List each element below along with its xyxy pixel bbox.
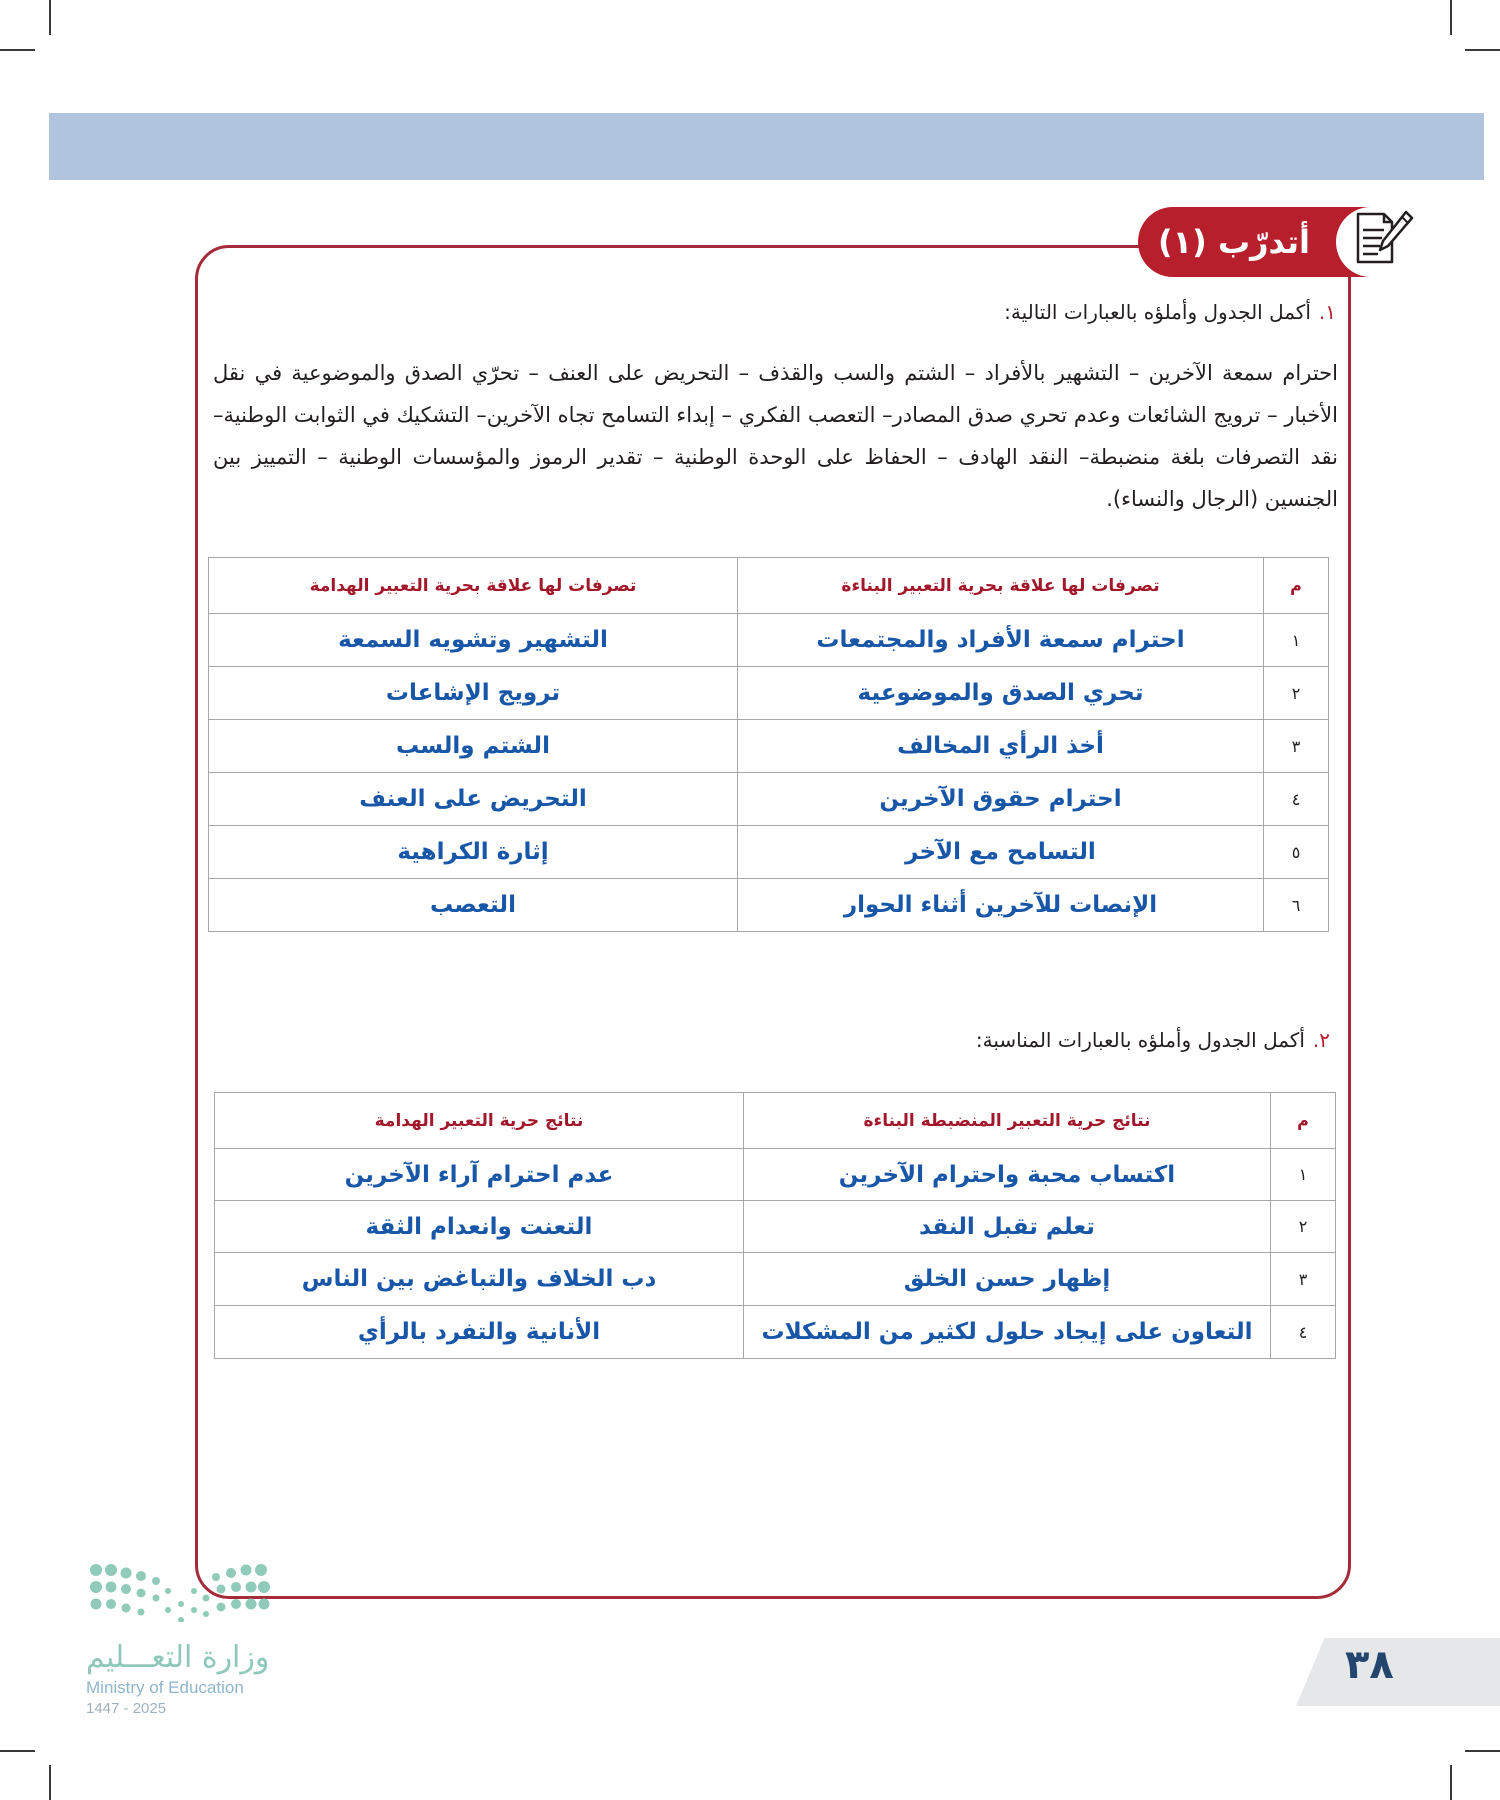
answer-destructive: إثارة الكراهية [209,826,738,879]
crop-mark [49,0,51,35]
crop-mark [49,1765,51,1800]
answer-constructive: إظهار حسن الخلق [744,1253,1271,1306]
crop-mark [1465,49,1500,51]
column-header-constructive: تصرفات لها علاقة بحرية التعبير البناءة [738,558,1264,614]
answer-constructive: الإنصات للآخرين أثناء الحوار [738,879,1264,932]
answer-constructive: تحري الصدق والموضوعية [738,667,1264,720]
question-2-label [976,1028,1330,1052]
row-index: ٢ [1264,667,1329,720]
column-header-index: م [1271,1093,1336,1149]
header-band [49,113,1484,180]
table-row [215,1306,1336,1359]
answer-constructive: التعاون على إيجاد حلول لكثير من المشكلات [744,1306,1271,1359]
answer-constructive: تعلم تقبل النقد [744,1201,1271,1253]
crop-mark [1465,1750,1500,1752]
table-row [215,1253,1336,1306]
ministry-name-arabic: وزارة التعـــليم [86,1640,270,1675]
row-index: ٦ [1264,879,1329,932]
answer-constructive: التسامح مع الآخر [738,826,1264,879]
table-row [209,879,1329,932]
table-row [215,1149,1336,1201]
activity-title: أتدرّب (١) [1158,223,1310,261]
answer-destructive: الشتم والسب [209,720,738,773]
row-index: ٥ [1264,826,1329,879]
answer-destructive: دب الخلاف والتباغض بين الناس [215,1253,744,1306]
question-2-number: ٢. [1312,1028,1330,1052]
row-index: ٢ [1271,1201,1336,1253]
row-index: ٣ [1264,720,1329,773]
table-row [209,614,1329,667]
question-2-prompt: أكمل الجدول وأملؤه بالعبارات المناسبة: [975,1028,1305,1052]
table-header-row [215,1093,1336,1149]
answer-destructive: الأنانية والتفرد بالرأي [215,1306,744,1359]
row-index: ٤ [1271,1306,1336,1359]
question-1-word-bank: احترام سمعة الآخرين – التشهير بالأفراد – الشتم والسب والقذف – التحريض على العنف – تحرّي الصدق والموضوعية في نقل الأخبار – ترويج الشائعات وعدم تحري صدق المصادر– التعصب الفكري – إبداء التسامح تجاه الآخرين– التشكيك في الثوابت الوطنية– نقد التصرفات بلغة منضبطة– النقد الهادف – الحفاظ على الوحدة الوطنية – تقدير الرموز والمؤسسات الوطنية – التمييز بين الجنسين (الرجال والنساء). [213,361,1338,511]
row-index: ٣ [1271,1253,1336,1306]
crop-mark [0,1750,35,1752]
answer-destructive: التحريض على العنف [209,773,738,826]
question-1-prompt: أكمل الجدول وأملؤه بالعبارات التالية: [1004,300,1311,324]
column-header-index: م [1264,558,1329,614]
question-1-number: ١. [1318,300,1336,324]
question-1-table [208,557,1329,932]
crop-mark [0,49,35,51]
crop-mark [1450,0,1452,35]
answer-destructive: التعصب [209,879,738,932]
answer-destructive: التعنت وانعدام الثقة [215,1201,744,1253]
table-row [215,1201,1336,1253]
column-header-destructive: تصرفات لها علاقة بحرية التعبير الهدامة [209,558,738,614]
table-row [209,773,1329,826]
table-header-row [209,558,1329,614]
table-row [209,667,1329,720]
answer-constructive: احترام سمعة الأفراد والمجتمعات [738,614,1264,667]
row-index: ٤ [1264,773,1329,826]
column-header-constructive: نتائج حرية التعبير المنضبطة البناءة [744,1093,1271,1149]
answer-destructive: عدم احترام آراء الآخرين [215,1149,744,1201]
writing-notebook-icon [1354,208,1414,266]
row-index: ١ [1264,614,1329,667]
ministry-name-english: Ministry of Education [86,1678,244,1697]
table-row [209,826,1329,879]
crop-mark [1450,1765,1452,1800]
column-header-destructive: نتائج حرية التعبير الهدامة [215,1093,744,1149]
answer-constructive: احترام حقوق الآخرين [738,773,1264,826]
answer-destructive: ترويج الإشاعات [209,667,738,720]
ministry-year: 2025 - 1447 [86,1700,167,1717]
table-row [209,720,1329,773]
page-number: ٣٨ [1345,1642,1394,1688]
answer-destructive: التشهير وتشويه السمعة [209,614,738,667]
ministry-logo-dots-icon [86,1560,276,1622]
question-2-table [214,1092,1336,1359]
row-index: ١ [1271,1149,1336,1201]
answer-constructive: اكتساب محبة واحترام الآخرين [744,1149,1271,1201]
question-1-label [1004,300,1336,324]
page-number-tab [1296,1638,1500,1706]
answer-constructive: أخذ الرأي المخالف [738,720,1264,773]
